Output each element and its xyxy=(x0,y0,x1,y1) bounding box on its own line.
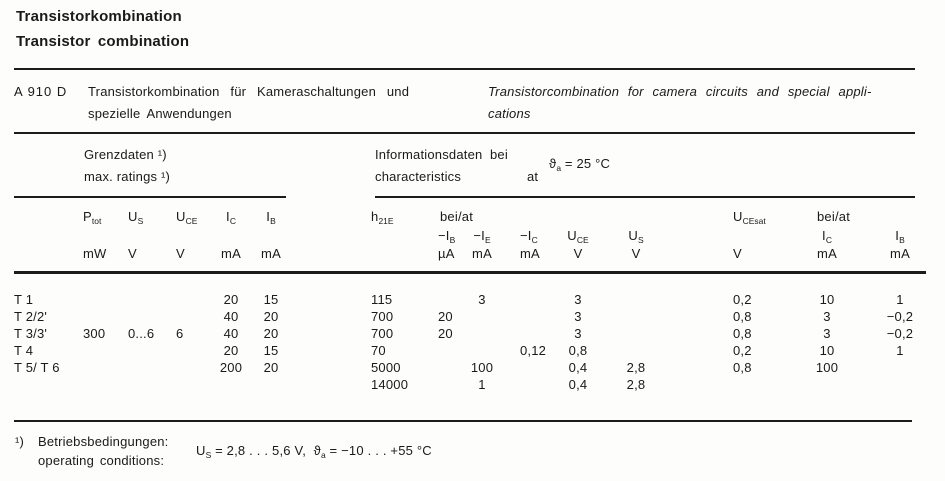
divider-top xyxy=(14,68,915,70)
group-left-label-de: Grenzdaten ¹) xyxy=(84,147,167,162)
col-header-ib: $I_B$ xyxy=(266,209,276,226)
table-cell: 3 xyxy=(478,292,486,307)
table-cell: 20 xyxy=(263,326,279,341)
col-header-ic-sat: $I_C$ xyxy=(822,228,832,245)
table-cell: 0,2 xyxy=(733,292,752,307)
table-cell: 200 xyxy=(219,360,243,375)
page-title-en: Transistor combination xyxy=(16,33,190,50)
footnote-label-de: Betriebsbedingungen: xyxy=(38,434,169,449)
table-cell: 700 xyxy=(371,326,394,341)
table-cell: 14000 xyxy=(371,377,409,392)
table-cell: 1 xyxy=(896,292,904,307)
col-header-ic: $I_C$ xyxy=(226,209,236,226)
col-header-uce: $U_{CE}$ xyxy=(176,209,198,226)
product-desc-de-line2: spezielle Anwendungen xyxy=(88,106,232,121)
divider-group-left xyxy=(14,196,286,198)
table-cell: 70 xyxy=(371,343,386,358)
table-cell: 0,12 xyxy=(520,343,547,358)
unit-ic: mA xyxy=(221,246,241,261)
col-header-minus-ib: $-I_B$ xyxy=(438,228,456,245)
table-cell: 40 xyxy=(223,309,239,324)
col-header-ucesat: $U_{CEsat}$ xyxy=(733,209,766,226)
col-header-bei-at-2: bei/at xyxy=(817,209,851,224)
col-header-ib-sat: $I_B$ xyxy=(895,228,905,245)
table-cell: 0,8 xyxy=(568,343,588,358)
product-desc-en-line2: cations xyxy=(488,106,531,121)
table-cell: 700 xyxy=(371,309,394,324)
table-cell: 0,4 xyxy=(568,377,588,392)
table-cell: 300 xyxy=(83,326,106,341)
table-cell: 6 xyxy=(176,326,184,341)
table-cell: 100 xyxy=(470,360,494,375)
table-cell: −0,2 xyxy=(886,309,914,324)
unit-uce-v: V xyxy=(573,246,583,261)
col-header-ptot: $P_{tot}$ xyxy=(83,209,102,226)
table-cell: T 2/2' xyxy=(14,309,48,324)
table-cell: 40 xyxy=(223,326,239,341)
unit-ib-sat: mA xyxy=(890,246,910,261)
table-cell: T 1 xyxy=(14,292,34,307)
footnote-mark: ¹) xyxy=(15,434,25,449)
table-cell: 0,8 xyxy=(733,360,752,375)
table-row xyxy=(0,326,945,343)
table-cell: 3 xyxy=(823,326,831,341)
table-cell: 3 xyxy=(574,292,582,307)
table-cell: T 5/ T 6 xyxy=(14,360,60,375)
footnote-label-en: operating conditions: xyxy=(38,453,165,468)
unit-ib: mA xyxy=(261,246,281,261)
unit-us: V xyxy=(128,246,137,261)
table-cell: 0,2 xyxy=(733,343,752,358)
table-cell: 15 xyxy=(263,292,279,307)
group-right-label-en: characteristics xyxy=(375,169,462,184)
table-cell: 20 xyxy=(223,343,239,358)
table-header-row-1 xyxy=(0,209,945,225)
unit-uce: V xyxy=(176,246,185,261)
table-cell: 20 xyxy=(438,326,453,341)
table-cell: 1 xyxy=(478,377,486,392)
table-cell: 0,4 xyxy=(568,360,588,375)
group-left-label-en: max. ratings ¹) xyxy=(84,169,171,184)
table-cell: 20 xyxy=(223,292,239,307)
table-cell: 10 xyxy=(819,343,835,358)
table-row xyxy=(0,360,945,377)
col-header-bei-at-1: bei/at xyxy=(440,209,474,224)
unit-us-v: V xyxy=(631,246,641,261)
col-header-uce-meas: $U_{CE}$ xyxy=(567,228,589,245)
table-cell: 15 xyxy=(263,343,279,358)
table-cell: 115 xyxy=(371,292,393,307)
table-cell: 100 xyxy=(815,360,839,375)
group-right-label-en-at: at xyxy=(527,169,539,184)
table-cell: 3 xyxy=(823,309,831,324)
col-header-us: $U_S$ xyxy=(128,209,144,226)
table-cell: T 4 xyxy=(14,343,34,358)
unit-ucesat: V xyxy=(733,246,742,261)
group-right-condition: $ϑ_a = 25$ °C xyxy=(549,156,611,173)
divider-group-right xyxy=(375,196,915,198)
product-desc-en-line1: Transistorcombination for camera circuits and special appli- xyxy=(488,84,872,99)
table-cell: 2,8 xyxy=(626,360,646,375)
divider-body-top xyxy=(14,271,926,274)
divider-header xyxy=(14,132,915,134)
unit-ptot: mW xyxy=(83,246,107,261)
col-header-h21e: $h_{21E}$ xyxy=(371,209,394,226)
unit-ie-ma: mA xyxy=(472,246,492,261)
table-row xyxy=(0,377,945,394)
page-title-de: Transistorkombination xyxy=(16,8,182,25)
table-header-row-2 xyxy=(0,228,945,244)
table-body xyxy=(0,292,945,394)
unit-ic-sat: mA xyxy=(817,246,837,261)
table-cell: 2,8 xyxy=(626,377,646,392)
divider-footnote xyxy=(14,420,912,422)
col-header-us-meas: $U_S$ xyxy=(628,228,644,245)
table-cell: T 3/3' xyxy=(14,326,48,341)
table-cell: 0,8 xyxy=(733,309,752,324)
col-header-minus-ic: $-I_C$ xyxy=(520,228,538,245)
table-cell: −0,2 xyxy=(886,326,914,341)
table-cell: 20 xyxy=(263,360,279,375)
table-cell: 5000 xyxy=(371,360,401,375)
product-desc-de-line1: Transistorkombination für Kameraschaltungen und xyxy=(88,84,410,99)
unit-ic-ma: mA xyxy=(520,246,540,261)
table-row xyxy=(0,292,945,309)
unit-ib-ua: µA xyxy=(438,246,455,261)
table-row xyxy=(0,309,945,326)
table-cell: 3 xyxy=(574,309,582,324)
table-cell: 1 xyxy=(896,343,904,358)
table-row xyxy=(0,343,945,360)
table-cell: 0...6 xyxy=(128,326,155,341)
group-right-label-de-bei: bei xyxy=(490,147,508,162)
table-cell: 0,8 xyxy=(733,326,752,341)
col-header-minus-ie: $-I_E$ xyxy=(473,228,491,245)
footnote-conditions-formula: $U_S = 2,8$ . . . 5,6 V, $ϑ_a = -10$ . . . +55 °C xyxy=(196,443,432,460)
product-code: A 910 D xyxy=(14,84,68,99)
table-cell: 10 xyxy=(819,292,835,307)
group-right-label-de: Informationsdaten xyxy=(375,147,483,162)
table-header-row-units xyxy=(0,246,945,262)
table-cell: 20 xyxy=(263,309,279,324)
table-cell: 20 xyxy=(438,309,453,324)
table-cell: 3 xyxy=(574,326,582,341)
